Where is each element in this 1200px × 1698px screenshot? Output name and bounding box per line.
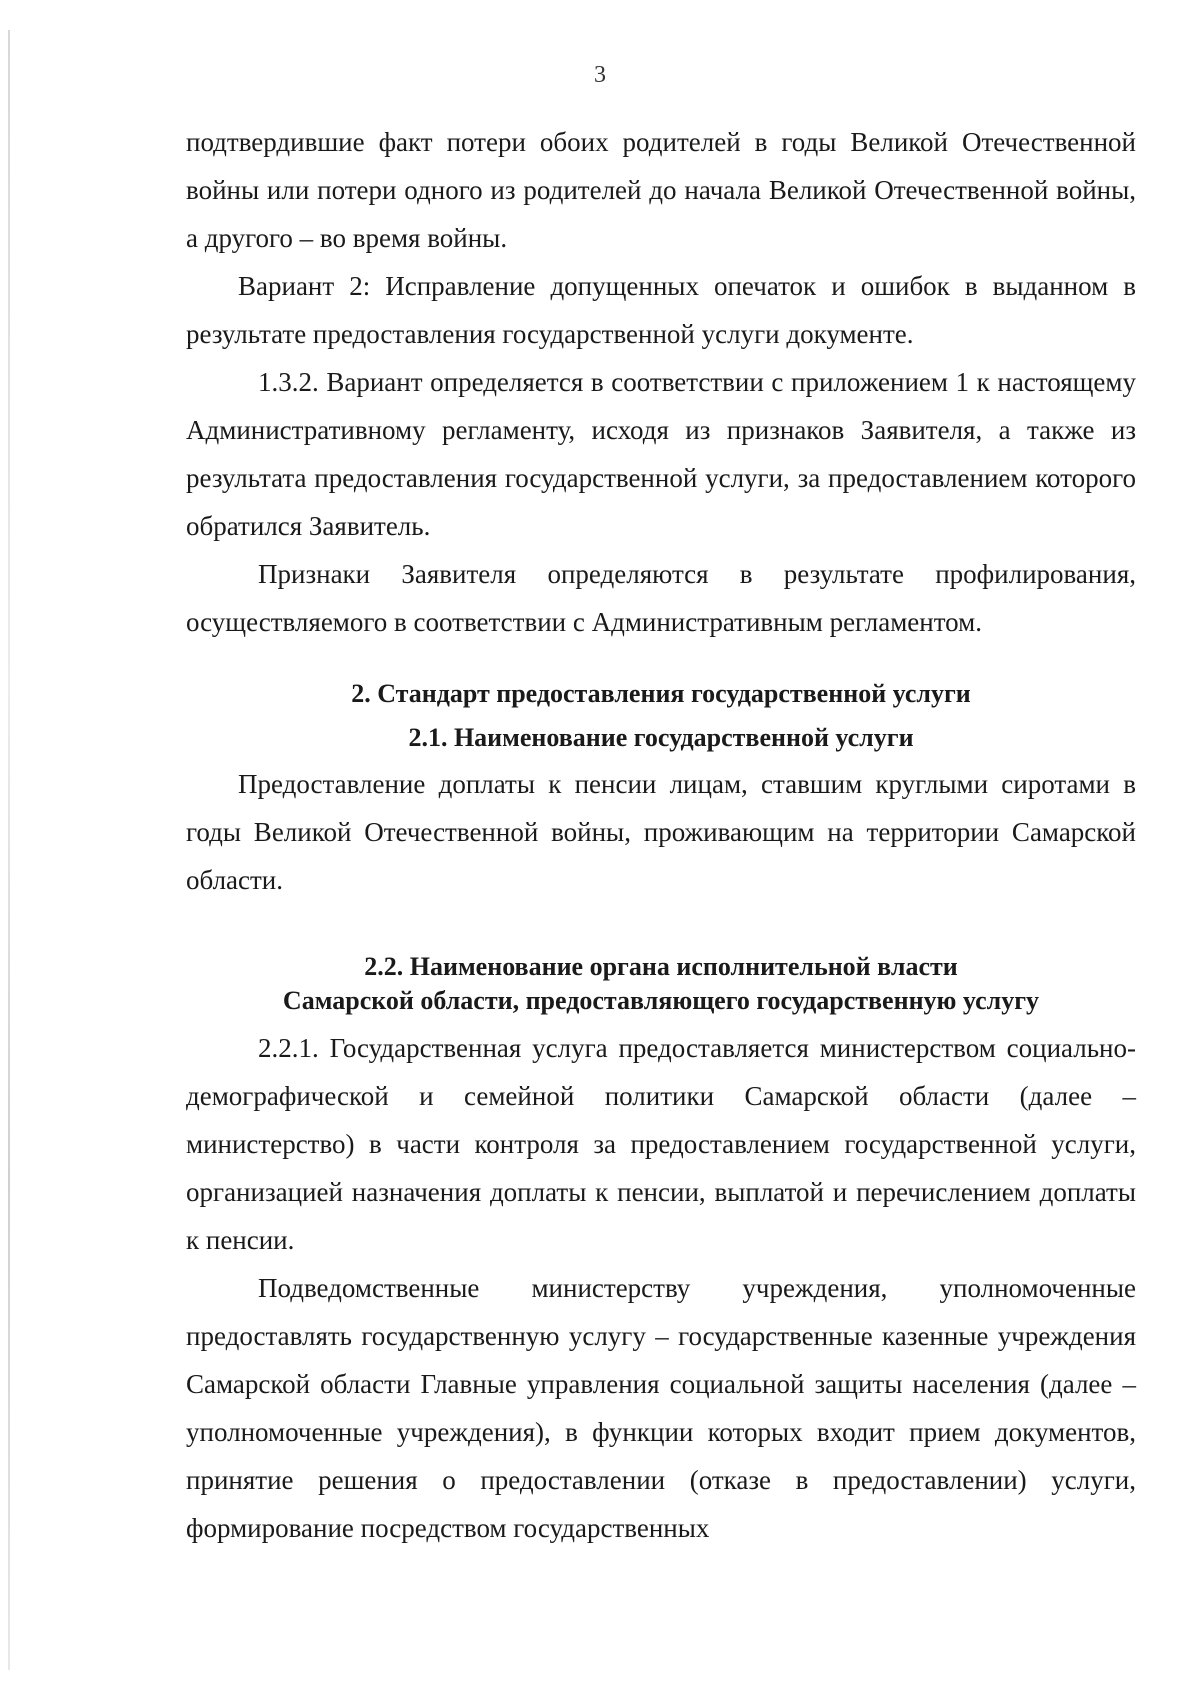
paragraph-continuation: подтвердившие факт потери обоих родителей в годы Великой Отечественной войны или потери одного из родителей до начала Великой Отечественной войны, а другого – во время войны. <box>186 127 1136 253</box>
spacer <box>186 904 1136 950</box>
paragraph-applicant-signs: Признаки Заявителя определяются в результате профилирования, осуществляемого в соответствии с Административным регламентом. <box>186 559 1136 637</box>
paragraph-1-3-2: 1.3.2. Вариант определяется в соответствии с приложением 1 к настоящему Административному регламенту, исходя из признаков Заявителя, а также из результата предоставления государственной услуги, за предоставлением которого обратился Заявитель. <box>186 367 1136 541</box>
paragraph-subordinate-institutions: Подведомственные министерству учреждения, уполномоченные предоставлять государственную услугу – государственные казенные учреждения Самарской области Главные управления социальной защиты населения (далее – уполномоченные учреждения), в функции которых входит прием документов, принятие решения о предоставлении (отказе в предоставлении) услуги, формирование посредством государственных <box>186 1273 1136 1543</box>
document-body <box>186 118 1136 1552</box>
page-number: 3 <box>594 62 606 88</box>
section-2-1-title: 2.1. Наименование государственной услуги <box>408 723 914 752</box>
paragraph-2-2-1: 2.2.1. Государственная услуга предоставляется министерством социально-демографической и семейной политики Самарской области (далее – министерство) в части контроля за предоставлением государственной услуги, организацией назначения доплаты к пенсии, выплатой и перечислением доплаты к пенсии. <box>186 1033 1136 1255</box>
scan-edge <box>8 30 10 1670</box>
section-2-2-title-line1: 2.2. Наименование органа исполнительной власти <box>364 952 958 981</box>
section-2-title: 2. Стандарт предоставления государственной услуги <box>351 679 971 708</box>
paragraph-variant-2: Вариант 2: Исправление допущенных опечаток и ошибок в выданном в результате предоставления государственной услуги документе. <box>186 271 1136 349</box>
paragraph-service-name: Предоставление доплаты к пенсии лицам, ставшим круглыми сиротами в годы Великой Отечественной войны, проживающим на территории Самарской области. <box>186 769 1136 895</box>
spacer <box>186 646 1136 672</box>
section-2-2-title-line2: Самарской области, предоставляющего государственную услугу <box>282 986 1040 1015</box>
